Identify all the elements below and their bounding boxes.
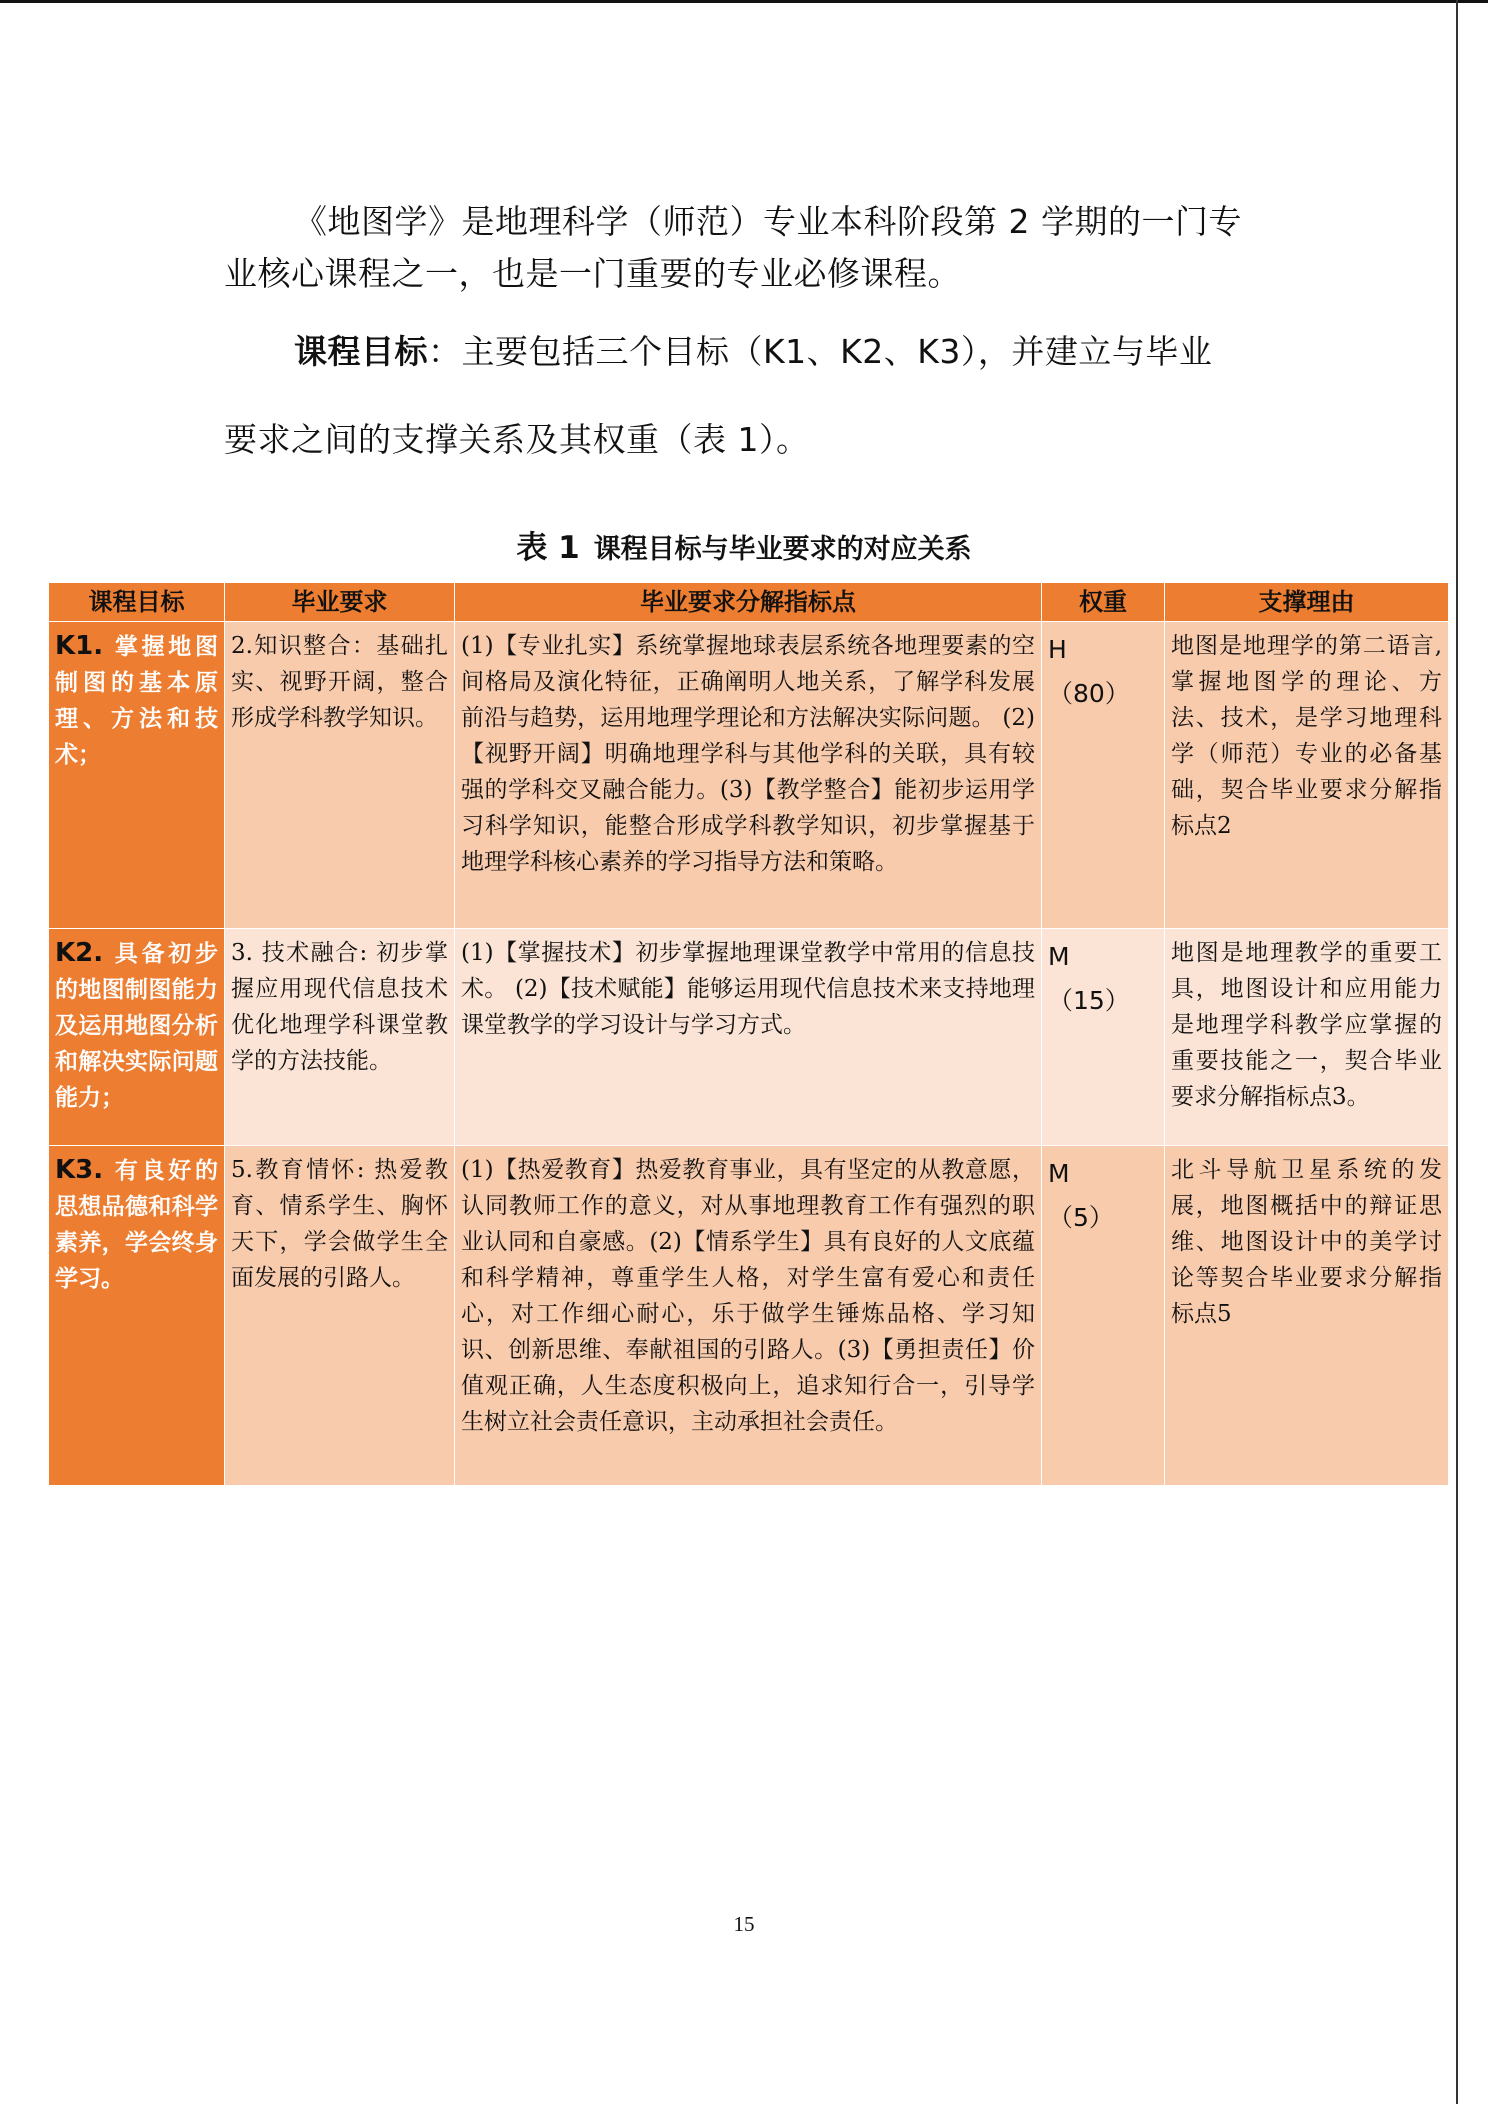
goal-cell <box>49 929 225 1146</box>
indicator-cell: (1)【掌握技术】初步掌握地理课堂教学中常用的信息技术。 (2)【技术赋能】能够运用现代信息技术来支持地理课堂教学的学习设计与学习方式。 <box>455 929 1042 1146</box>
header-graduation-requirement: 毕业要求 <box>225 583 455 622</box>
goal-cell <box>49 622 225 929</box>
weight-cell <box>1042 622 1165 929</box>
requirement-cell: 2.知识整合：基础扎实、视野开阔，整合形成学科教学知识。 <box>225 622 455 929</box>
weight-value: （5） <box>1048 1203 1114 1232</box>
header-indicator-points: 毕业要求分解指标点 <box>455 583 1042 622</box>
goals-requirements-table <box>48 582 1449 1486</box>
goal-code: K2. <box>55 938 104 968</box>
table-row <box>49 929 1449 1146</box>
indicator-cell: (1)【热爱教育】热爱教育事业，具有坚定的从教意愿，认同教师工作的意义，对从事地理教育工作有强烈的职业认同和自豪感。(2)【情系学生】具有良好的人文底蕴和科学精神，尊重学生人格，对学生富有爱心和责任心，对工作细心耐心，乐于做学生锤炼品格、学习知识、创新思维、奉献祖国的引路人。(3)【勇担责任】价值观正确，人生态度积极向上，追求知行合一，引导学生树立社会责任意识，主动承担社会责任。 <box>455 1146 1042 1486</box>
course-goals-label: 课程目标 <box>294 332 428 371</box>
table-row <box>49 1146 1449 1486</box>
table-caption-number: 表 1 <box>516 530 580 566</box>
goal-text: 掌握地图制图的基本原理、方法和技术； <box>55 634 219 768</box>
goal-cell <box>49 1146 225 1486</box>
header-weight: 权重 <box>1042 583 1165 622</box>
header-course-goal: 课程目标 <box>49 583 225 622</box>
reason-cell: 地图是地理教学的重要工具，地图设计和应用能力是地理学科教学应掌握的重要技能之一，契合毕业要求分解指标点3。 <box>1165 929 1449 1146</box>
requirement-cell: 5.教育情怀: 热爱教育、情系学生、胸怀天下，学会做学生全面发展的引路人。 <box>225 1146 455 1486</box>
goal-text: 有良好的思想品德和科学素养，学会终身学习。 <box>55 1158 219 1292</box>
requirement-cell: 3. 技术融合: 初步掌握应用现代信息技术优化地理学科课堂教学的方法技能。 <box>225 929 455 1146</box>
table-header-row <box>49 583 1449 622</box>
weight-cell <box>1042 1146 1165 1486</box>
course-goals-paragraph <box>224 326 1264 466</box>
reason-cell: 地图是地理学的第二语言,掌握地图学的理论、方法、技术，是学习地理科学（师范）专业的必备基础，契合毕业要求分解指标点2 <box>1165 622 1449 929</box>
weight-level: M <box>1048 1159 1070 1188</box>
intro-text: 《地图学》是地理科学（师范）专业本科阶段第 2 学期的一门专业核心课程之一，也是一门重要的专业必修课程。 <box>224 202 1242 293</box>
intro-paragraph <box>224 196 1264 300</box>
reason-cell: 北斗导航卫星系统的发展，地图概括中的辩证思维、地图设计中的美学讨论等契合毕业要求分解指标点5 <box>1165 1146 1449 1486</box>
weight-value: （15） <box>1048 986 1130 1015</box>
header-support-reason: 支撑理由 <box>1165 583 1449 622</box>
weight-value: （80） <box>1048 679 1130 708</box>
weight-level: H <box>1048 635 1067 664</box>
right-border-line <box>1456 0 1458 2104</box>
table-caption-title: 课程目标与毕业要求的对应关系 <box>593 534 972 565</box>
course-goals-text-line2: 要求之间的支撑关系及其权重（表 1）。 <box>224 420 810 459</box>
table-row <box>49 622 1449 929</box>
goal-text: 具备初步的地图制图能力及运用地图分析和解决实际问题能力； <box>55 941 219 1111</box>
weight-level: M <box>1048 942 1070 971</box>
course-goals-text-line1: ：主要包括三个目标（K1、K2、K3），并建立与毕业 <box>428 332 1213 371</box>
indicator-cell: (1)【专业扎实】系统掌握地球表层系统各地理要素的空间格局及演化特征，正确阐明人地关系，了解学科发展前沿与趋势，运用地理学理论和方法解决实际问题。 (2)【视野开阔】明确地理学科与其他学科的关联，具有较强的学科交叉融合能力。(3)【教学整合】能初步运用学习科学知识，能整合形成学科教学知识，初步掌握基于地理学科核心素养的学习指导方法和策略。 <box>455 622 1042 929</box>
goal-code: K3. <box>55 1155 104 1185</box>
table-caption <box>0 522 1488 567</box>
weight-cell <box>1042 929 1165 1146</box>
page-number: 15 <box>733 1912 755 1936</box>
top-border-line <box>0 0 1488 3</box>
goal-code: K1. <box>55 631 104 661</box>
